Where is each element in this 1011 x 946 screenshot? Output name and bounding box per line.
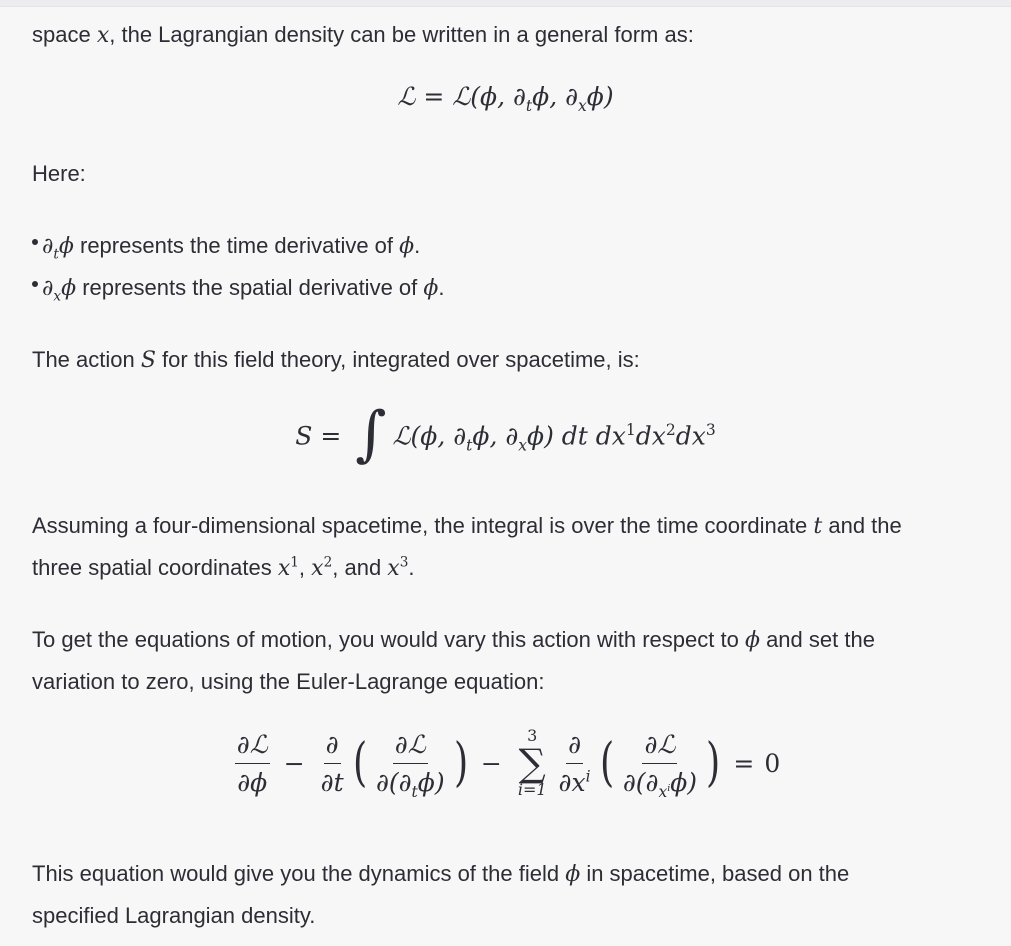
eq-action-dx3: dx [675, 421, 706, 451]
frac-d-dt [319, 730, 346, 797]
frac-den: ∂t [320, 767, 344, 797]
eq-lagrangian-equals: = [423, 82, 445, 111]
paragraph-conclusion-line1 [32, 853, 849, 896]
equals-sign: = [733, 748, 755, 778]
intro-text-prefix: space [32, 22, 97, 47]
eq-lagrangian-rhs-mid: ϕ, ∂ [532, 82, 579, 111]
bullet-math-sub: x [53, 288, 62, 305]
bullet-math-partial: ∂ [42, 234, 54, 259]
eq-action-lhs: S [295, 421, 313, 451]
assume-text-prefix: Assuming a four-dimensional spacetime, the integral is over the time coordinate [32, 513, 814, 538]
equation-lagrangian [0, 82, 1011, 115]
bullet-math-phi: ϕ [61, 276, 77, 301]
eq-lagrangian-sub-t: t [525, 97, 533, 115]
right-paren: ) [453, 733, 468, 793]
frac-num: ∂ℒ [235, 730, 270, 764]
sum-lower-limit: i=1 [517, 780, 547, 799]
eq-action-sup-1: 1 [625, 421, 636, 440]
eq-action-equals: = [320, 421, 342, 451]
bullet-math-phi: ϕ [58, 234, 74, 259]
left-paren: ( [352, 733, 367, 793]
rhs-zero: 0 [764, 748, 781, 778]
right-paren: ) [706, 733, 721, 793]
paragraph-intro [32, 14, 694, 57]
bullet-item-time-derivative [42, 225, 420, 268]
den-part-b: ϕ) [670, 767, 698, 797]
left-paren: ( [599, 733, 614, 793]
frac-den: ∂ϕ [237, 767, 268, 797]
assume-end: . [408, 555, 415, 580]
eq-action-close: ϕ) dt dx [527, 421, 626, 451]
eq-action-body: ℒ(ϕ, ∂ [392, 421, 467, 451]
sum-upper-limit: 3 [527, 726, 538, 745]
minus-sign: − [283, 748, 305, 778]
math-var-x3: x [387, 556, 400, 581]
eq-lagrangian-rhs-end: ϕ) [586, 82, 614, 111]
math-var-x2: x [311, 556, 324, 581]
eq-lagrangian-sub-x: x [578, 97, 587, 115]
bullet-dot [32, 281, 38, 287]
frac-num: ∂ℒ [642, 730, 677, 764]
eq-action-mid: ϕ, ∂ [472, 421, 519, 451]
equation-euler-lagrange [0, 728, 1011, 828]
bullet-text: represents the time derivative of [73, 233, 400, 258]
math-var-s: S [140, 348, 156, 373]
math-var-phi: ϕ [565, 862, 581, 887]
frac-num: ∂ [566, 730, 583, 764]
frac-den [374, 764, 447, 801]
paragraph-motion-line2: variation to zero, using the Euler-Lagrange equation: [32, 669, 545, 694]
den-part-b: ϕ) [417, 767, 445, 797]
den-part-a: ∂x [558, 767, 586, 797]
frac-num: ∂ℒ [393, 730, 428, 764]
paragraph-conclusion-line2: specified Lagrangian density. [32, 903, 316, 928]
frac-den [557, 764, 593, 797]
assume-line2-prefix: three spatial coordinates [32, 555, 278, 580]
eq-lagrangian-rhs-start: ℒ(ϕ, ∂ [452, 82, 526, 111]
eq-action-dx2: dx [635, 421, 666, 451]
motion-text-suffix: and set the [759, 627, 875, 652]
sum-sigma-icon: ∑ [518, 741, 546, 785]
den-sub-x: x [658, 782, 668, 801]
top-divider [0, 0, 1011, 7]
math-sup-2: 2 [323, 554, 333, 571]
conclusion-text-prefix: This equation would give you the dynamics of the field [32, 861, 566, 886]
math-var-phi: ϕ [744, 628, 760, 653]
den-sub-sup-i: i [667, 782, 671, 794]
bullet-dot [32, 239, 38, 245]
action-text-prefix: The action [32, 347, 141, 372]
minus-sign: − [480, 748, 502, 778]
bullet-var-phi: ϕ [399, 234, 415, 259]
frac-dL-d-dxi-phi [621, 729, 699, 801]
frac-dL-dphi [235, 730, 270, 797]
bullet-math-sub: t [53, 246, 59, 263]
intro-text-suffix: , the Lagrangian density can be written in a general form as: [109, 22, 694, 47]
den-sub [658, 783, 670, 801]
bullet-var-phi: ϕ [423, 276, 439, 301]
math-sup-3: 3 [399, 554, 409, 571]
den-part-a: ∂(∂ [622, 767, 659, 797]
bullet-math-partial: ∂ [42, 276, 54, 301]
eq-action-sub-t: t [466, 436, 473, 455]
eq-action-sub-x: x [518, 436, 528, 455]
eq-lagrangian-lhs: ℒ [397, 82, 416, 111]
bullet-period: . [438, 275, 445, 300]
frac-num: ∂ [324, 730, 341, 764]
eq-action-sup-3: 3 [705, 421, 716, 440]
frac-dL-d-dt-phi [374, 729, 447, 801]
frac-den [621, 764, 699, 801]
eq-action-sup-2: 2 [665, 421, 676, 440]
equation-action [0, 399, 1011, 469]
paragraph-assume-line2 [32, 547, 415, 590]
den-sup: i [585, 767, 591, 786]
bullet-period: . [414, 233, 421, 258]
motion-text-prefix: To get the equations of motion, you would vary this action with respect to [32, 627, 745, 652]
here-label: Here: [32, 161, 86, 186]
math-var-x1: x [277, 556, 291, 581]
paragraph-action [32, 339, 640, 382]
paragraph-assume-line1 [32, 505, 902, 548]
assume-sep-2: , and [332, 555, 388, 580]
frac-d-dxi [557, 730, 593, 797]
den-sub: t [411, 782, 418, 801]
paragraph-motion-line1 [32, 619, 875, 662]
summation [518, 728, 547, 798]
math-var-t: t [813, 514, 823, 539]
assume-sep-1: , [298, 555, 312, 580]
math-sup-1: 1 [290, 554, 299, 571]
assume-text-suffix: and the [822, 513, 902, 538]
action-text-suffix: for this field theory, integrated over spacetime, is: [155, 347, 640, 372]
bullet-text: represents the spatial derivative of [76, 275, 424, 300]
den-part-a: ∂(∂ [375, 767, 412, 797]
conclusion-text-suffix: in spacetime, based on the [580, 861, 850, 886]
math-var-x: x [96, 23, 110, 48]
bullet-item-spatial-derivative [42, 267, 445, 310]
integral-sign: ∫ [355, 399, 387, 469]
